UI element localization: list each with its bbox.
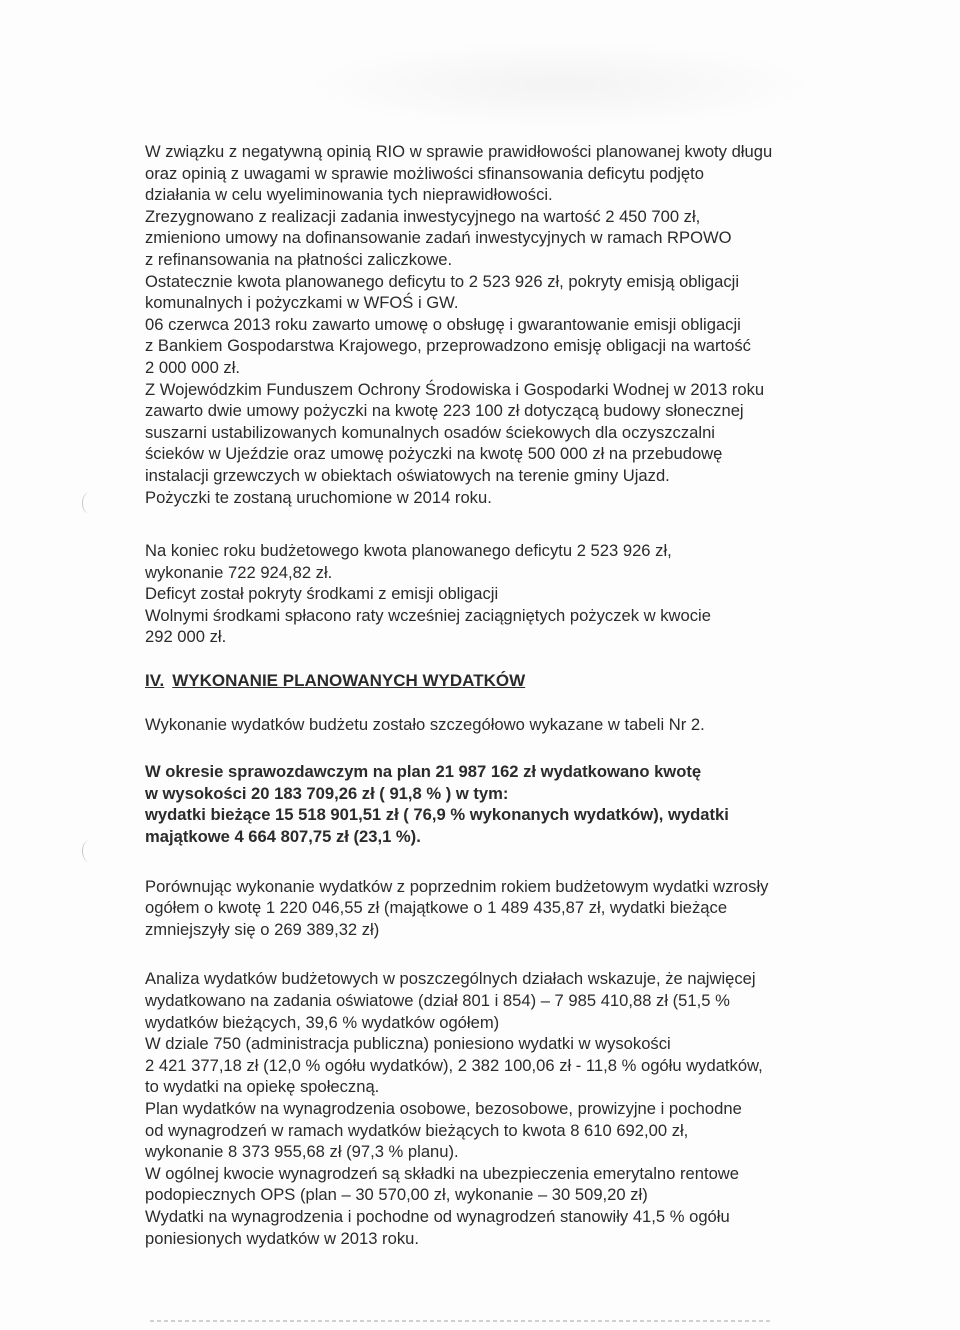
paragraph-gap [145, 735, 865, 761]
text-line: suszarni ustabilizowanych komunalnych osadów ściekowych dla oczyszczalni [145, 422, 715, 442]
text-line: zmieniono umowy na dofinansowanie zadań inwestycyjnych w ramach RPOWO [145, 228, 732, 248]
text-line: od wynagrodzeń w ramach wydatków bieżących to kwota 8 610 692,00 zł, [145, 1120, 689, 1140]
text-line: wykonanie 8 373 955,68 zł (97,3 % planu). [145, 1142, 459, 1162]
text-line: majątkowe 4 664 807,75 zł (23,1 %). [145, 827, 421, 847]
text-line: działania w celu wyeliminowania tych nieprawidłowości. [145, 185, 553, 205]
text-line: ścieków w Ujeździe oraz umowę pożyczki na kwotę 500 000 zł na przebudowę [145, 444, 723, 464]
text-line: Na koniec roku budżetowego kwota planowanego deficytu 2 523 926 zł, [145, 541, 672, 561]
text-line: Wydatki na wynagrodzenia i pochodne od wynagrodzeń stanowiły 41,5 % ogółu [145, 1206, 730, 1226]
text-line: Porównując wykonanie wydatków z poprzednim rokiem budżetowym wydatki wzrosły [145, 876, 769, 896]
text-line: wydatki bieżące 15 518 901,51 zł ( 76,9 % wykonanych wydatków), wydatki [145, 805, 729, 825]
text-line: W ogólnej kwocie wynagrodzeń są składki na ubezpieczenia emerytalno rentowe [145, 1163, 740, 1183]
punch-hole-mark [82, 492, 97, 514]
paragraph-comparison [145, 876, 865, 941]
text-line: W okresie sprawozdawczym na plan 21 987 162 zł wydatkowano kwotę [145, 762, 702, 782]
text-line: W dziale 750 (administracja publiczna) poniesiono wydatki w wysokości [145, 1034, 671, 1054]
text-line: Ostatecznie kwota planowanego deficytu to 2 523 926 zł, pokryty emisją obligacji [145, 271, 740, 291]
paragraph-gap [145, 648, 865, 670]
text-line: wydatków bieżących, 39,6 % wydatków ogółem) [145, 1012, 500, 1032]
paragraph-gap [145, 508, 865, 540]
scan-artifact-line [150, 1320, 770, 1322]
punch-hole-mark [82, 840, 97, 862]
text-line: komunalnych i pożyczkami w WFOŚ i GW. [145, 293, 459, 313]
text-line: Z Wojewódzkim Funduszem Ochrony Środowiska i Gospodarki Wodnej w 2013 roku [145, 379, 765, 399]
text-line: 292 000 zł. [145, 627, 227, 647]
text-line: to wydatki na opiekę społeczną. [145, 1077, 380, 1097]
text-line: 06 czerwca 2013 roku zawarto umowę o obsługę i gwarantowanie emisji obligacji [145, 314, 741, 334]
text-line: Plan wydatków na wynagrodzenia osobowe, bezosobowe, prowizyjne i pochodne [145, 1098, 742, 1118]
text-line: zawarto dwie umowy pożyczki na kwotę 223 100 zł dotyczącą budowy słonecznej [145, 401, 744, 421]
text-line: ogółem o kwotę 1 220 046,55 zł (majątkowe o 1 489 435,87 zł, wydatki bieżące [145, 898, 728, 918]
paragraph-gap [145, 692, 865, 714]
text-line: Pożyczki te zostaną uruchomione w 2014 roku. [145, 487, 492, 507]
text-line: 2 000 000 zł. [145, 357, 241, 377]
paragraph-deficit [145, 540, 865, 648]
text-line: Wolnymi środkami spłacono raty wcześniej zaciągniętych pożyczek w kwocie [145, 605, 711, 625]
text-line: 2 421 377,18 zł (12,0 % ogółu wydatków), 2 382 100,06 zł - 11,8 % ogółu wydatków, [145, 1055, 763, 1075]
paragraph-bold-summary [145, 761, 865, 847]
text-line: w wysokości 20 183 709,26 zł ( 91,8 % ) w tym: [145, 783, 509, 803]
text-line: oraz opinią z uwagami w sprawie możliwości sfinansowania deficytu podjęto [145, 163, 704, 183]
section-heading [145, 670, 865, 692]
section-title: WYKONANIE PLANOWANYCH WYDATKÓW [172, 671, 526, 691]
document-body [145, 141, 865, 1249]
text-line: Deficyt został pokryty środkami z emisji obligacji [145, 584, 499, 604]
text-line: z Bankiem Gospodarstwa Krajowego, przeprowadzono emisję obligacji na wartość [145, 336, 751, 356]
paragraph-table-reference [145, 714, 865, 736]
text-line: poniesionych wydatków w 2013 roku. [145, 1228, 419, 1248]
text-line: podopiecznych OPS (plan – 30 570,00 zł, wykonanie – 30 509,20 zł) [145, 1185, 648, 1205]
text-line: wykonanie 722 924,82 zł. [145, 562, 333, 582]
paragraph-intro [145, 141, 865, 508]
section-number: IV. [145, 671, 165, 691]
text-line: zmniejszyły się o 269 389,32 zł) [145, 919, 380, 939]
text-line: z refinansowania na płatności zaliczkowe. [145, 249, 453, 269]
text-line: Analiza wydatków budżetowych w poszczególnych działach wskazuje, że najwięcej [145, 969, 756, 989]
paragraph-analysis [145, 968, 865, 1249]
text-line: Zrezygnowano z realizacji zadania inwestycyjnego na wartość 2 450 700 zł, [145, 206, 701, 226]
text-line: Wykonanie wydatków budżetu zostało szczegółowo wykazane w tabeli Nr 2. [145, 714, 705, 734]
paragraph-gap [145, 848, 865, 876]
paragraph-gap [145, 940, 865, 968]
text-line: instalacji grzewczych w obiektach oświatowych na terenie gminy Ujazd. [145, 465, 670, 485]
text-line: wydatkowano na zadania oświatowe (dział 801 i 854) – 7 985 410,88 zł (51,5 % [145, 991, 730, 1010]
text-line: W związku z negatywną opinią RIO w sprawie prawidłowości planowanej kwoty długu [145, 142, 773, 161]
scan-shadow [300, 40, 820, 130]
